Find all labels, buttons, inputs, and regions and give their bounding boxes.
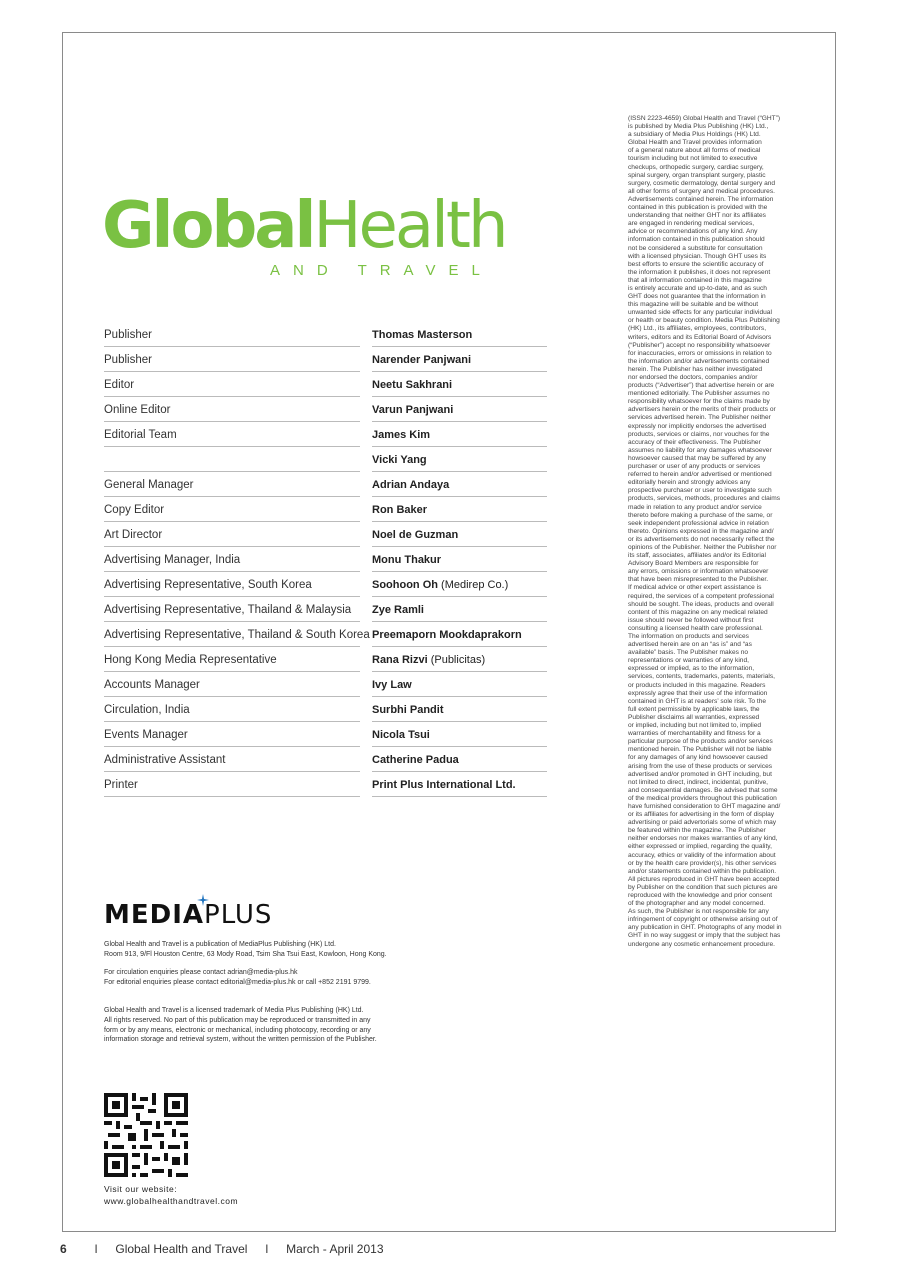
staff-person	[372, 579, 547, 591]
disclaimer-line: that have been misrepresented to the Publisher.	[628, 576, 769, 584]
staff-name: Surbhi Pandit	[372, 703, 444, 716]
staff-role: Accounts Manager	[104, 678, 200, 691]
disclaimer-line: If medical advice or other expert assistance is	[628, 584, 762, 592]
staff-name: Ron Baker	[372, 503, 428, 516]
disclaimer-line: a subsidiary of Media Plus Holdings (HK) Ltd.	[628, 131, 761, 139]
staff-row	[104, 672, 547, 697]
staff-row	[104, 747, 547, 772]
disclaimer-line: spinal surgery, organ transplant surgery, plastic	[628, 171, 766, 179]
disclaimer-line: contained in GHT is at readers’ sole risk. To the	[628, 697, 767, 705]
footer-issue-date: March - April 2013	[286, 1242, 384, 1256]
disclaimer-line: GHT in no way suggest or imply that the subject has	[628, 932, 781, 940]
disclaimer-line: and consequential damages. Be advised that some	[628, 786, 778, 794]
staff-role: Advertising Representative, Thailand & South Korea	[104, 628, 370, 641]
disclaimer-line: understanding that neither GHT nor its affiliates	[628, 212, 766, 220]
staff-row	[104, 422, 547, 447]
disclaimer-line: advertised and/or promoted in GHT including, but	[628, 770, 772, 778]
disclaimer-line: not limited to direct, indirect, incidental, punitive,	[628, 778, 769, 786]
staff-name: Vicki Yang	[372, 453, 427, 466]
disclaimer-line: products, services or claims, nor vouches for the	[628, 430, 770, 438]
disclaimer-line: of the photographer and any model concerned.	[628, 900, 766, 908]
page-footer	[60, 1242, 384, 1256]
staff-role: Events Manager	[104, 728, 188, 741]
staff-person	[372, 529, 547, 541]
staff-row	[104, 597, 547, 622]
disclaimer-line: made in relation to any product and/or service	[628, 503, 762, 511]
rights-notice-line: All rights reserved. No part of this publication may be reproduced or transmitted in any	[104, 1016, 371, 1024]
disclaimer-text	[628, 115, 810, 949]
disclaimer-line: consulting a licensed health care professional.	[628, 624, 763, 632]
circulation-contact: For circulation enquiries please contact adrian@media-plus.hk	[104, 969, 298, 977]
staff-row	[104, 547, 547, 572]
staff-person	[372, 429, 547, 441]
staff-person	[372, 704, 547, 716]
staff-row	[104, 497, 547, 522]
disclaimer-line: any publication in GHT. Photographs of any model in	[628, 924, 782, 932]
page-number: 6	[60, 1242, 67, 1256]
disclaimer-line: for any damages of any kind howsoever caused	[628, 754, 768, 762]
disclaimer-line: representations or warranties of any kind,	[628, 657, 749, 665]
logo-global-text: Global	[102, 189, 314, 263]
website-link[interactable]: www.globalhealthandtravel.com	[104, 1196, 239, 1206]
disclaimer-line: by Publisher on the condition that such pictures are	[628, 883, 778, 891]
staff-row	[104, 622, 547, 647]
global-health-travel-logo	[102, 189, 506, 279]
disclaimer-line: content of this magazine on any medical related	[628, 608, 768, 616]
trademark-notice: Global Health and Travel is a licensed trademark of Media Plus Publishing (HK) Ltd.	[104, 1007, 364, 1015]
disclaimer-line: Advisory Board Members are responsible for	[628, 560, 759, 568]
disclaimer-line: or by the health care provider(s), his other services	[628, 859, 777, 867]
disclaimer-line: best efforts to ensure the scientific accuracy of	[628, 260, 764, 268]
disclaimer-line: are engaged in rendering medical services,	[628, 220, 755, 228]
mediaplus-logo-media: MEDIA	[104, 900, 205, 930]
disclaimer-line: howsoever caused that may be suffered by any	[628, 454, 767, 462]
disclaimer-line: thereto before making a purchase of the same, or	[628, 511, 773, 519]
disclaimer-line: unwanted side effects for any particular individual	[628, 309, 772, 317]
disclaimer-line: or health or beauty condition. Media Plus Publishing	[628, 317, 780, 325]
disclaimer-line: prospective purchaser or user to investigate such	[628, 487, 772, 495]
publisher-info	[104, 940, 524, 1045]
qr-code	[104, 1093, 188, 1177]
staff-name: Rana Rizvi	[372, 653, 428, 666]
disclaimer-line: or products included in this magazine. Readers	[628, 681, 766, 689]
staff-name: Noel de Guzman	[372, 528, 459, 541]
disclaimer-line: Publisher disclaims all warranties, expressed	[628, 713, 760, 721]
staff-row	[104, 397, 547, 422]
disclaimer-line: not be considered a substitute for consultation	[628, 244, 763, 252]
disclaimer-line: GHT does not guarantee that the information in	[628, 293, 766, 301]
disclaimer-line: and/or statements contained within the publication.	[628, 867, 777, 875]
disclaimer-line: mentioned herein. The Publisher will not be liable	[628, 746, 772, 754]
staff-person	[372, 354, 547, 366]
staff-name: Preemaporn Mookdaprakorn	[372, 628, 522, 641]
row-divider	[104, 796, 360, 797]
staff-person	[372, 479, 547, 491]
disclaimer-line: services, contents, trademarks, patents, materials,	[628, 673, 775, 681]
disclaimer-line: required, the services of a competent professional	[628, 592, 774, 600]
masthead-staff-list	[104, 322, 547, 797]
row-divider	[372, 796, 547, 797]
disclaimer-line: available” basis. The Publisher makes no	[628, 649, 749, 657]
disclaimer-line: responsibility whatsoever for the claims made by	[628, 398, 770, 406]
disclaimer-line: The information on products and services	[628, 633, 749, 640]
sparkle-icon	[197, 894, 209, 906]
disclaimer-line: herein. The Publisher has neither investigated	[628, 365, 763, 373]
staff-role: Online Editor	[104, 403, 171, 416]
disclaimer-line: products (“Advertiser”) that advertise herein or are	[628, 382, 775, 390]
disclaimer-line: reproduced with the knowledge and prior consent	[628, 892, 773, 899]
disclaimer-line: editorially herein and strongly advices any	[628, 479, 751, 487]
disclaimer-line: Global Health and Travel provides information	[628, 139, 762, 147]
disclaimer-line: accuracy, ethics or validity of the information about	[628, 851, 776, 859]
staff-organization: (Medirep Co.)	[437, 578, 509, 591]
staff-name: Monu Thakur	[372, 553, 442, 566]
staff-name: Print Plus International Ltd.	[372, 778, 516, 791]
staff-row	[104, 647, 547, 672]
staff-role: Copy Editor	[104, 503, 165, 516]
disclaimer-line: writers, editors and its Editorial Board of Advisors	[628, 333, 772, 341]
staff-name: Ivy Law	[372, 678, 412, 691]
staff-name: Soohoon Oh	[372, 578, 438, 591]
staff-person	[372, 654, 547, 666]
disclaimer-line: Advertisements contained herein. The information	[628, 195, 774, 203]
logo-health-text: Health	[313, 189, 506, 263]
website-info	[104, 1183, 238, 1207]
disclaimer-line: the information it publishes, it does not represent	[628, 268, 771, 276]
disclaimer-line: or implied, including but not limited to, implied	[628, 722, 762, 730]
disclaimer-line: thereto. Opinions expressed in the magazine and/	[628, 527, 774, 535]
disclaimer-line: products, services, methods, procedures and claims	[628, 495, 781, 503]
disclaimer-line: should be sought. The ideas, products and overall	[628, 600, 774, 608]
disclaimer-line: nor endorsed the doctors, companies and/or	[628, 374, 758, 381]
disclaimer-line: particular purpose of the products and/or services	[628, 738, 773, 746]
staff-person	[372, 629, 547, 641]
staff-person	[372, 554, 547, 566]
disclaimer-line: expressed or implied, as to the information,	[628, 665, 755, 673]
staff-name: Catherine Padua	[372, 753, 459, 766]
logo-subtitle: AND TRAVEL	[270, 262, 493, 279]
staff-role: Advertising Manager, India	[104, 553, 241, 566]
disclaimer-line: seek independent professional advice in relation	[628, 519, 769, 527]
disclaimer-line: assumes no liability for any damages whatsoever	[628, 446, 772, 454]
staff-person	[372, 504, 547, 516]
staff-row	[104, 472, 547, 497]
staff-person	[372, 604, 547, 616]
disclaimer-line: arising from the use of these products or services	[628, 762, 773, 770]
staff-row	[104, 697, 547, 722]
staff-name: Adrian Andaya	[372, 478, 450, 491]
publisher-info-line: Global Health and Travel is a publication of MediaPlus Publishing (HK) Ltd.	[104, 941, 336, 948]
staff-person	[372, 329, 547, 341]
disclaimer-line: advertised herein are on an “as is” and “as	[628, 641, 752, 649]
staff-name: Nicola Tsui	[372, 728, 430, 741]
disclaimer-line: all other forms of surgery and medical procedures.	[628, 187, 775, 195]
staff-name: Neetu Sakhrani	[372, 378, 453, 391]
disclaimer-line: be featured within the magazine. The Publisher	[628, 827, 766, 835]
staff-role: Printer	[104, 778, 138, 791]
disclaimer-line: (“Publisher”) accept no responsibility whatsoever	[628, 341, 771, 349]
disclaimer-line: that all information contained in this magazine	[628, 276, 762, 284]
disclaimer-line: infringement of copyright or otherwise arising out of	[628, 916, 778, 924]
disclaimer-line: mentioned editorially. The Publisher assumes no	[628, 390, 770, 398]
disclaimer-line: surgery, cosmetic dermatology, dental surgery and	[628, 179, 776, 187]
disclaimer-line: referred to herein and/or advertised or mentioned	[628, 471, 772, 479]
staff-role: Publisher	[104, 328, 152, 341]
disclaimer-line: As such, the Publisher is not responsible for any	[628, 908, 769, 916]
staff-role: Art Director	[104, 528, 163, 541]
staff-person	[372, 379, 547, 391]
disclaimer-line: or its affiliates for advertising in the form of display	[628, 811, 775, 819]
disclaimer-line: opinions of the Publisher. Neither the Publisher nor	[628, 543, 777, 551]
disclaimer-line: expressly nor implicitly endorses the advertised	[628, 422, 767, 430]
staff-row	[104, 522, 547, 547]
disclaimer-line: advertisers herein or the merits of their products or	[628, 406, 776, 414]
staff-name: Narender Panjwani	[372, 353, 472, 366]
staff-role: Circulation, India	[104, 703, 190, 716]
staff-role: Advertising Representative, Thailand & Malaysia	[104, 603, 352, 616]
staff-person	[372, 679, 547, 691]
staff-row	[104, 772, 547, 797]
staff-organization: (Publicitas)	[427, 653, 486, 666]
staff-row	[104, 722, 547, 747]
disclaimer-line: advertising or paid advertorials some of which may	[628, 819, 777, 827]
staff-role: Editorial Team	[104, 428, 177, 441]
staff-person	[372, 754, 547, 766]
mediaplus-logo-plus: PLUS	[204, 900, 273, 930]
disclaimer-line: have furnished consideration to GHT magazine and/	[628, 802, 781, 810]
staff-row	[104, 372, 547, 397]
staff-name: Zye Ramli	[372, 603, 424, 616]
disclaimer-line: accuracy of their effectiveness. The Publisher	[628, 438, 761, 446]
disclaimer-line: contained in this publication is provided with the	[628, 204, 768, 212]
disclaimer-line: is published by Media Plus Publishing (HK) Ltd.,	[628, 123, 769, 131]
staff-role: General Manager	[104, 478, 194, 491]
staff-role: Administrative Assistant	[104, 753, 226, 766]
disclaimer-line: warranties of merchantability and fitness for a	[628, 730, 761, 738]
staff-row	[104, 572, 547, 597]
disclaimer-line: is entirely accurate and up-to-date, and as such	[628, 284, 767, 292]
footer-separator: l	[265, 1242, 269, 1256]
publisher-address: Room 913, 9/Fl Houston Centre, 63 Mody Road, Tsim Sha Tsui East, Kowloon, Hong Kong.	[104, 950, 387, 958]
disclaimer-line: neither endorses nor makes warranties of any kind,	[628, 835, 778, 843]
disclaimer-line: with a licensed physician. Though GHT uses its	[628, 252, 767, 260]
disclaimer-line: full extent permissible by applicable laws, the	[628, 705, 760, 713]
staff-role: Publisher	[104, 353, 152, 366]
staff-role: Hong Kong Media Representative	[104, 653, 277, 666]
staff-row	[104, 447, 547, 472]
staff-row	[104, 322, 547, 347]
disclaimer-line: or its advertisements do not necessarily reflect the	[628, 535, 775, 543]
disclaimer-line: advice or recommendations of any kind. Any	[628, 228, 758, 236]
staff-person	[372, 779, 547, 791]
staff-person	[372, 454, 547, 466]
footer-separator: l	[94, 1242, 98, 1256]
disclaimer-line: of the medical providers throughout this publication	[628, 794, 777, 802]
disclaimer-line: this magazine will be suitable and be without	[628, 301, 759, 309]
mediaplus-logo	[104, 900, 272, 934]
visit-label: Visit our website:	[104, 1184, 178, 1194]
staff-person	[372, 729, 547, 741]
disclaimer-line: any errors, omissions or information whatsoever	[628, 568, 769, 576]
footer-magazine-title: Global Health and Travel	[115, 1242, 248, 1256]
disclaimer-line: All pictures reproduced in GHT have been accepted	[628, 875, 780, 883]
disclaimer-line: undergone any cosmetic enhancement procedure.	[628, 940, 775, 948]
staff-role: Editor	[104, 378, 135, 391]
staff-row	[104, 347, 547, 372]
disclaimer-line: tourism including but not limited to executive	[628, 155, 758, 163]
editorial-contact: For editorial enquiries please contact editorial@media-plus.hk or call +852 2191 9799.	[104, 978, 371, 986]
staff-name: James Kim	[372, 428, 431, 441]
disclaimer-line: issue should never be followed without first	[628, 616, 754, 624]
staff-name: Varun Panjwani	[372, 403, 454, 416]
disclaimer-line: its staff, associates, affiliates and/or its Editorial	[628, 552, 766, 560]
rights-notice-line: form or by any means, electronic or mechanical, including photocopy, recording or any	[104, 1026, 371, 1034]
disclaimer-line: the information and/or advertisements contained	[628, 357, 770, 365]
disclaimer-line: information contained in this publication should	[628, 236, 765, 244]
disclaimer-line: services advertised herein. The Publisher neither	[628, 414, 771, 422]
staff-person	[372, 404, 547, 416]
disclaimer-line: purchaser or user of any products or services	[628, 463, 761, 471]
disclaimer-line: (ISSN 2223-4659) Global Health and Travel (“GHT”)	[628, 115, 781, 122]
disclaimer-line: checkups, orthopedic surgery, cardiac surgery,	[628, 163, 764, 171]
staff-role: Advertising Representative, South Korea	[104, 578, 312, 591]
staff-name: Thomas Masterson	[372, 328, 473, 341]
disclaimer-line: (HK) Ltd., its affiliates, employees, contributors,	[628, 325, 767, 333]
disclaimer-line: either expressed or implied, regarding the quality,	[628, 843, 772, 851]
disclaimer-line: for inaccuracies, errors or omissions in relation to	[628, 349, 772, 357]
disclaimer-line: expressly agree that their use of the information	[628, 689, 768, 697]
disclaimer-line: of a general nature about all forms of medical	[628, 147, 761, 155]
rights-notice-line: information storage and retrieval system, without the written permission of the Publisher.	[104, 1036, 377, 1044]
